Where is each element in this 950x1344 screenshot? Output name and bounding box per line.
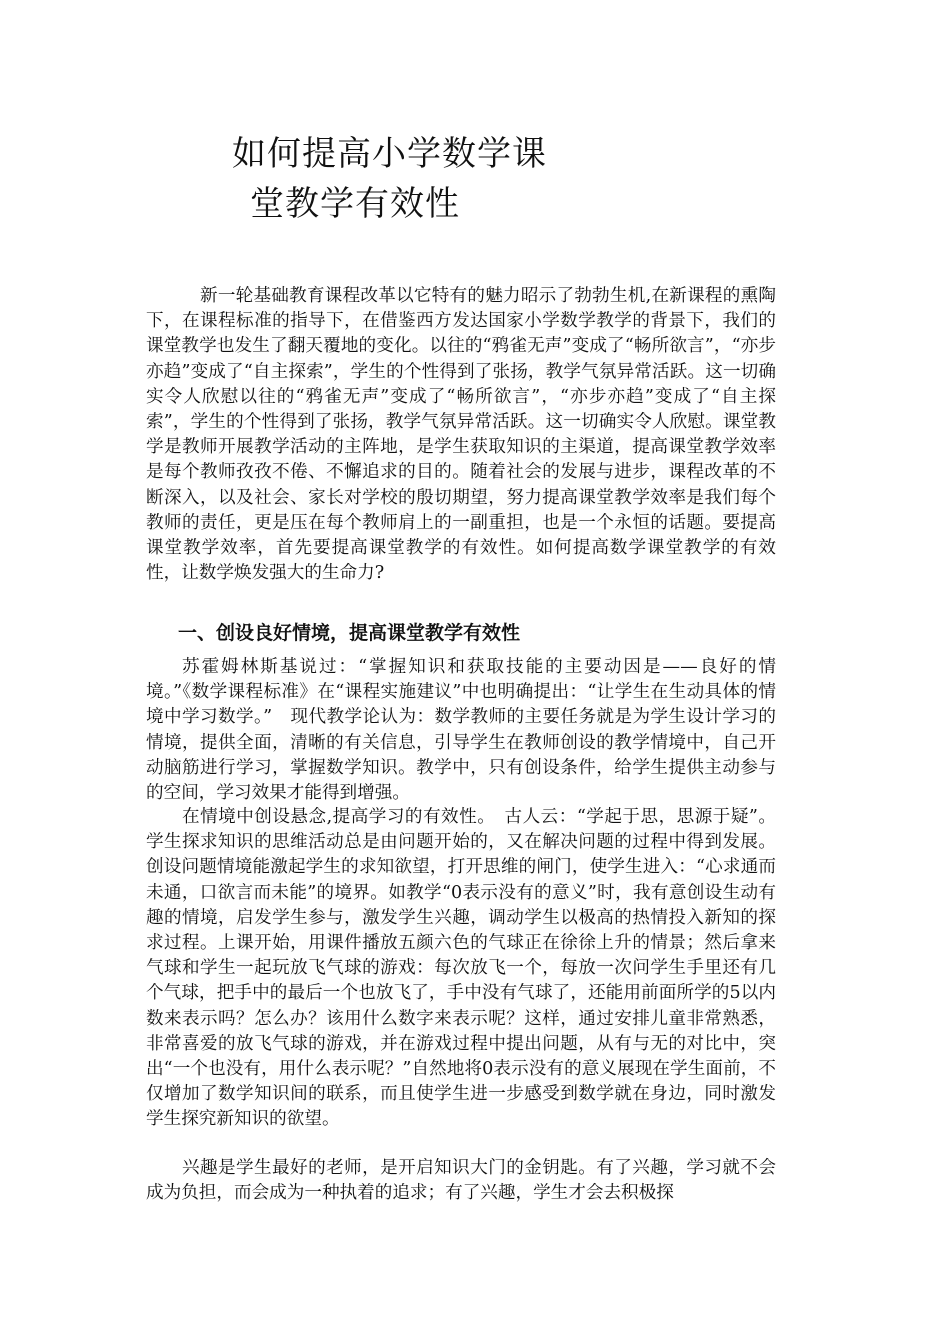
document-title-line-1: 如何提高小学数学课 [232, 134, 547, 174]
section-1-heading: 一、创设良好情境，提高课堂教学有效性 [178, 622, 521, 644]
document-title-line-2: 堂教学有效性 [250, 184, 460, 224]
section-1-paragraph-3: 兴趣是学生最好的老师，是开启知识大门的金钥匙。有了兴趣，学习就不会成为负担，而会成为一种执着的追求；有了兴趣，学生才会去积极探 [146, 1158, 776, 1204]
intro-paragraph: 新一轮基础教育课程改革以它特有的魅力昭示了勃勃生机,在新课程的熏陶下，在课程标准的指导下，在借鉴西方发达国家小学数学教学的背景下，我们的课堂教学也发生了翻天覆地的变化。以往的“鸦雀无声”变成了“畅所欲言”，“亦步亦趋”变成了“自主探索”，学生的个性得到了张扬，教学气氛异常活跃。这一切确实令人欣慰以往的“鸦雀无声”变成了“畅所欲言”，“亦步亦趋”变成了“自主探索”，学生的个性得到了张扬，教学气氛异常活跃。这一切确实令人欣慰。课堂教学是教师开展教学活动的主阵地，是学生获取知识的主渠道，提高课堂教学效率是每个教师孜孜不倦、不懈追求的目的。随着社会的发展与进步，课程改革的不断深入，以及社会、家长对学校的殷切期望，努力提高课堂教学效率是我们每个教师的责任，更是压在每个教师肩上的一副重担，也是一个永恒的话题。要提高课堂教学效率，首先要提高课堂教学的有效性。如何提高数学课堂教学的有效性，让数学焕发强大的生命力? [146, 286, 776, 584]
section-1-paragraph-2: 在情境中创设悬念,提高学习的有效性。 古人云：“学起于思，思源于疑”。学生探求知识的思维活动总是由问题开始的，又在解决问题的过程中得到发展。创设问题情境能激起学生的求知欲望，打开思维的闸门，使学生进入：“心求通而未通，口欲言而未能”的境界。如教学“0表示没有的意义”时，我有意创设生动有趣的情境，启发学生参与，激发学生兴趣，调动学生以极高的热情投入新知的探求过程。上课开始，用课件播放五颜六色的气球正在徐徐上升的情景；然后拿来气球和学生一起玩放飞气球的游戏：每次放飞一个，每放一次问学生手里还有几个气球，把手中的最后一个也放飞了，手中没有气球了，还能用前面所学的5以内数来表示吗？怎么办？该用什么数字来表示呢？这样，通过安排儿童非常熟悉，非常喜爱的放飞气球的游戏，并在游戏过程中提出问题，从有与无的对比中，突出“一个也没有，用什么表示呢？”自然地将0表示没有的意义展现在学生面前，不仅增加了数学知识间的联系，而且使学生进一步感受到数学就在身边，同时激发学生探究新知识的欲望。 [146, 807, 776, 1130]
section-1-paragraph-1: 苏霍姆林斯基说过：“掌握知识和获取技能的主要动因是——良好的情境。”《数学课程标准》在“课程实施建议”中也明确提出：“让学生在生动具体的情境中学习数学。” 现代教学论认为：数学教师的主要任务就是为学生设计学习的情境，提供全面，清晰的有关信息，引导学生在教师创设的教学情境中，自己开动脑筋进行学习，掌握数学知识。教学中，只有创设条件，给学生提供主动参与的空间，学习效果才能得到增强。 [146, 657, 776, 804]
